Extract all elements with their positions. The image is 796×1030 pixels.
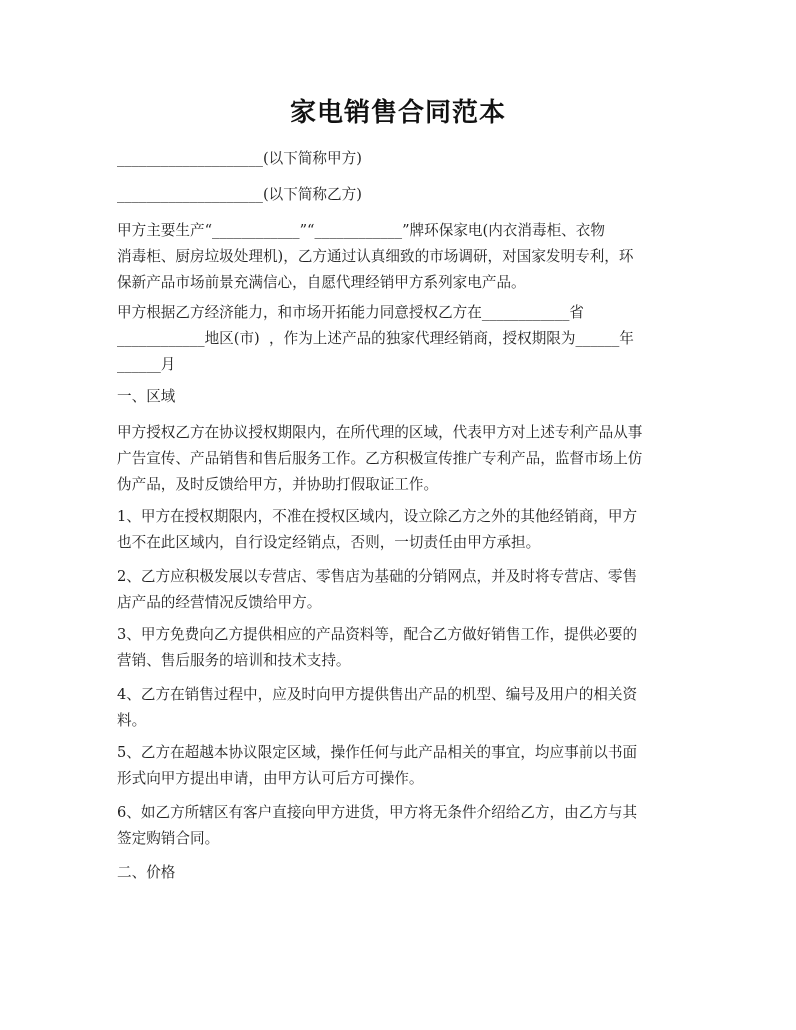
paragraph-line: 广告宣传、产品销售和售后服务工作。乙方积极宣传推广专利产品，监督市场上仿: [117, 450, 643, 467]
section-heading: 二、价格: [117, 864, 176, 881]
clause-5: [117, 740, 683, 792]
document-title: 家电销售合同范本: [289, 98, 506, 128]
section-2-heading: [117, 860, 683, 886]
paragraph-line: 甲方授权乙方在协议授权期限内，在所代理的区域，代表甲方对上述专利产品从事: [117, 424, 643, 441]
paragraph-line: 伪产品，及时反馈给甲方，并协助打假取证工作。: [117, 476, 439, 493]
paragraph-line: 3、甲方免费向乙方提供相应的产品资料等，配合乙方做好销售工作，提供必要的: [117, 626, 638, 643]
paragraph-line: 保新产品市场前景充满信心，自愿代理经销甲方系列家电产品。: [117, 274, 526, 291]
paragraph-line: 料。: [117, 712, 147, 729]
paragraph-line: 营销、售后服务的培训和技术支持。: [117, 652, 351, 669]
paragraph-line: ______月: [117, 356, 176, 373]
paragraph-line: 2、乙方应积极发展以专营店、零售店为基础的分销网点，并及时将专营店、零售: [117, 568, 638, 585]
paragraph-line: ____________地区(市) ，作为上述产品的独家代理经销商，授权期限为______年: [117, 330, 634, 347]
paragraph-line: 6、如乙方所辖区有客户直接向甲方进货，甲方将无条件介绍给乙方，由乙方与其: [117, 804, 638, 821]
clause-4: [117, 682, 683, 734]
party-b-text: ____________________(以下简称乙方): [117, 186, 362, 203]
section-1-body: [117, 420, 683, 498]
section-heading: 一、区域: [117, 388, 176, 405]
paragraph-line: 甲方主要生产“____________”“____________”牌环保家电(内衣消毒柜、衣物: [117, 222, 605, 239]
party-b-line: [117, 182, 683, 208]
paragraph-line: 1、甲方在授权期限内，不准在授权区域内，设立除乙方之外的其他经销商，甲方: [117, 508, 638, 525]
paragraph-line: 也不在此区域内，自行设定经销点，否则，一切责任由甲方承担。: [117, 534, 541, 551]
party-a-text: ____________________(以下简称甲方): [117, 150, 362, 167]
clause-2: [117, 564, 683, 616]
party-a-line: [117, 146, 683, 172]
intro-paragraph-1: [117, 218, 683, 296]
clause-3: [117, 622, 683, 674]
section-1-heading: [117, 384, 683, 410]
paragraph-line: 店产品的经营情况反馈给甲方。: [117, 594, 322, 611]
clause-6: [117, 800, 683, 852]
intro-paragraph-2: [117, 300, 683, 378]
paragraph-line: 甲方根据乙方经济能力，和市场开拓能力同意授权乙方在____________省: [117, 304, 585, 321]
clause-1: [117, 504, 683, 556]
paragraph-line: 5、乙方在超越本协议限定区域，操作任何与此产品相关的事宜，均应事前以书面: [117, 744, 638, 761]
paragraph-line: 消毒柜、厨房垃圾处理机)，乙方通过认真细致的市场调研，对国家发明专利，环: [117, 248, 634, 265]
paragraph-line: 形式向甲方提出申请，由甲方认可后方可操作。: [117, 770, 424, 787]
paragraph-line: 签定购销合同。: [117, 830, 220, 847]
paragraph-line: 4、乙方在销售过程中，应及时向甲方提供售出产品的机型、编号及用户的相关资: [117, 686, 638, 703]
